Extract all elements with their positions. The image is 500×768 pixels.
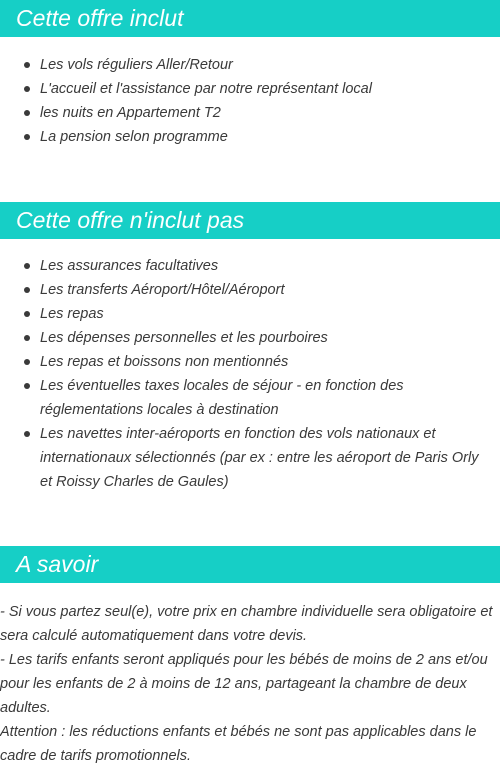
list-item-text: Les transferts Aéroport/Hôtel/Aéroport <box>40 282 285 298</box>
list-item <box>0 125 500 149</box>
list-item <box>0 278 500 302</box>
list-item-text: L'accueil et l'assistance par notre représentant local <box>40 81 372 97</box>
list-item-text: Les vols réguliers Aller/Retour <box>40 57 233 73</box>
list-item <box>0 101 500 125</box>
section-title-excluded: Cette offre n'inclut pas <box>0 202 500 239</box>
bullet-icon <box>24 383 30 389</box>
bullet-icon <box>24 311 30 317</box>
list-item <box>0 350 500 374</box>
bullet-icon <box>24 335 30 341</box>
info-text <box>0 600 500 768</box>
list-item <box>0 53 500 77</box>
info-section <box>0 546 500 768</box>
list-item <box>0 326 500 350</box>
list-item-text: Les navettes inter-aéroports en fonction des vols nationaux et internationaux sélectionnés (par ex : entre les aéroport de Paris Orly et Roissy Charles de Gaules) <box>40 426 479 490</box>
list-item-text: Les repas et boissons non mentionnés <box>40 354 289 370</box>
list-item <box>0 374 500 422</box>
bullet-icon <box>24 62 30 68</box>
list-item-text: Les éventuelles taxes locales de séjour - en fonction des réglementations locales à destination <box>40 378 404 418</box>
bullet-icon <box>24 263 30 269</box>
section-title-info: A savoir <box>0 546 500 583</box>
bullet-icon <box>24 431 30 437</box>
list-item-text: Les repas <box>40 306 104 322</box>
excluded-list <box>0 254 500 494</box>
info-paragraph: - Si vous partez seul(e), votre prix en chambre individuelle sera obligatoire et sera calculé automatiquement dans votre devis. <box>0 604 493 644</box>
list-item <box>0 77 500 101</box>
list-item-text: La pension selon programme <box>40 129 228 145</box>
info-paragraph: Attention : les réductions enfants et bébés ne sont pas applicables dans le cadre de tarifs promotionnels. <box>0 724 477 764</box>
list-item <box>0 302 500 326</box>
bullet-icon <box>24 86 30 92</box>
list-item <box>0 422 500 494</box>
list-item <box>0 254 500 278</box>
bullet-icon <box>24 359 30 365</box>
bullet-icon <box>24 110 30 116</box>
bullet-icon <box>24 134 30 140</box>
included-list <box>0 53 500 149</box>
included-section <box>0 0 500 149</box>
bullet-icon <box>24 287 30 293</box>
list-item-text: Les dépenses personnelles et les pourboires <box>40 330 328 346</box>
list-item-text: Les assurances facultatives <box>40 258 219 274</box>
excluded-section <box>0 202 500 494</box>
info-paragraph: - Les tarifs enfants seront appliqués pour les bébés de moins de 2 ans et/ou pour les enfants de 2 à moins de 12 ans, partageant la chambre de deux adultes. <box>0 652 488 716</box>
section-title-included: Cette offre inclut <box>0 0 500 37</box>
list-item-text: les nuits en Appartement T2 <box>40 105 221 121</box>
